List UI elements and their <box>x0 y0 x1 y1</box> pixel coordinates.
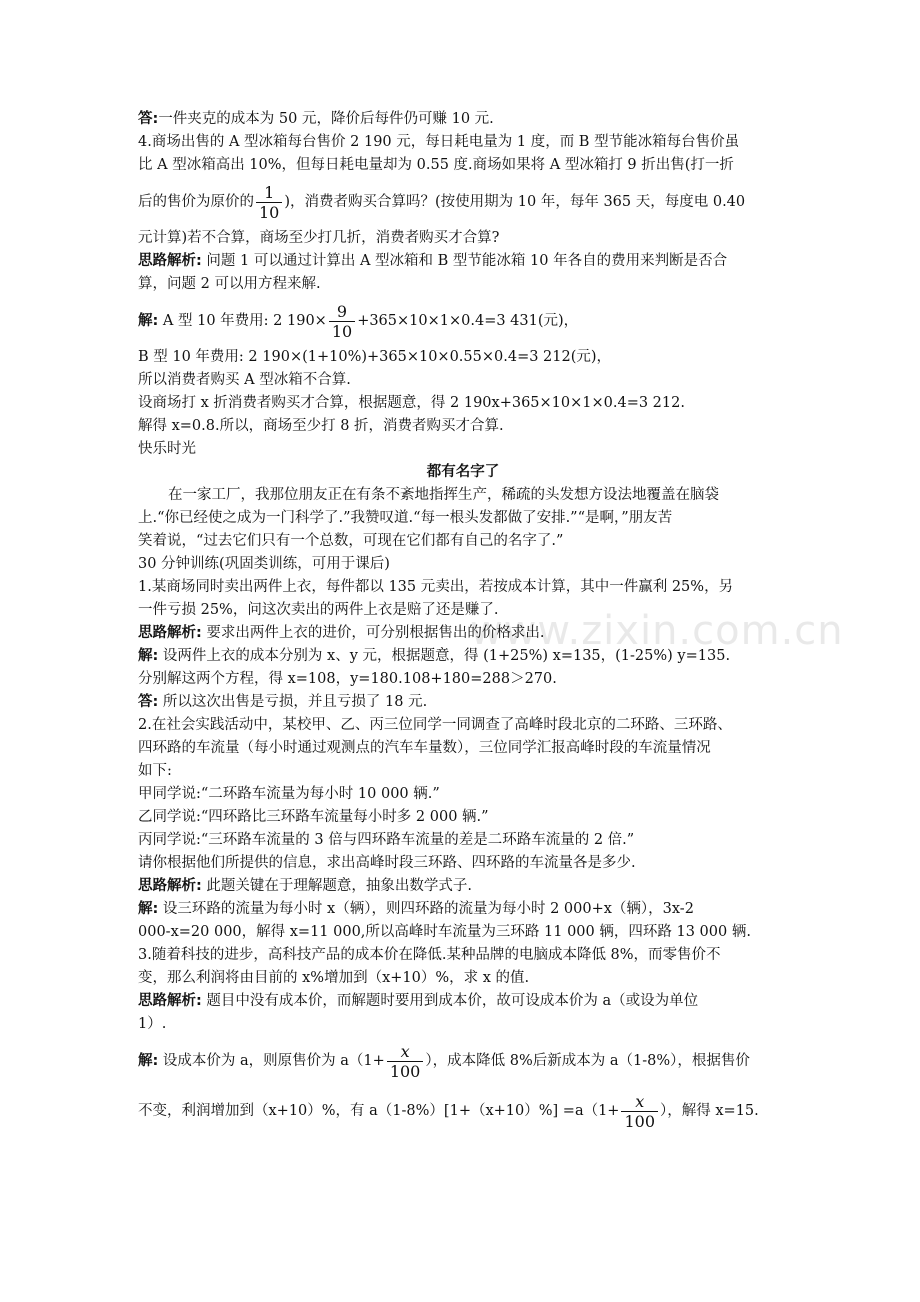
text: ），解得 x=15. <box>660 1103 759 1119</box>
analysis-label: 思路解析: <box>138 993 202 1009</box>
analysis-line <box>138 990 788 1013</box>
text: 不变，利润增加到（x+10）%，有 a（1-8%）[1+（x+10）%] =a（1+ <box>138 1103 620 1119</box>
answer-label: 答: <box>138 111 159 127</box>
denominator: 100 <box>621 1111 658 1131</box>
text: )，消费者购买合算吗？(按使用期为 10 年，每年 365 天，每度电 0.40 <box>284 194 746 210</box>
solution-line-3: 所以消费者购买 A 型冰箱不合算. <box>138 372 351 388</box>
solution-line <box>138 645 788 668</box>
solution-line-4: 设商场打 x 折消费者购买才合算，根据题意，得 2 190x+365×10×1×0.4=3 212. <box>138 395 685 411</box>
quote-bing: 丙同学说:“三环路车流量的 3 倍与四环路车流量的差是二环路车流量的 2 倍.” <box>138 832 635 848</box>
analysis-label: 思路解析: <box>138 253 202 269</box>
section-heading: 快乐时光 <box>138 441 196 457</box>
fraction <box>256 183 282 222</box>
solution-line-2: 000-x=20 000，解得 x=11 000,所以高峰时车流量为三环路 11 000 辆，四环路 13 000 辆. <box>138 924 751 940</box>
numerator: 9 <box>336 301 348 321</box>
solution-label: 解: <box>138 901 159 917</box>
problem-4-line-3 <box>138 177 788 227</box>
solution-label: 解: <box>138 648 159 664</box>
text: 后的售价为原价的 <box>138 194 254 210</box>
numerator: 1 <box>264 182 275 202</box>
text: 要求出两件上衣的进价，可分别根据售出的价格求出. <box>201 625 545 641</box>
watermark: www.zixin.com.cn <box>470 608 844 654</box>
quote-jia: 甲同学说:“二环路车流量为每小时 10 000 辆.” <box>138 786 440 802</box>
text: A 型 10 年费用: 2 190× <box>158 313 327 329</box>
analysis-line-2: 算，问题 2 可以用方程来解. <box>138 276 321 292</box>
text: 设三环路的流量为每小时 x（辆），则四环路的流量为每小时 2 000+x（辆），3x-2 <box>158 901 694 917</box>
analysis-line <box>138 622 788 645</box>
fraction <box>621 1092 658 1131</box>
problem-2-line-3: 如下: <box>138 763 172 779</box>
text: 一件夹克的成本为 50 元，降价后每件仍可赚 10 元. <box>158 111 494 127</box>
problem-2-question: 请你根据他们所提供的信息，求出高峰时段三环路、四环路的车流量各是多少. <box>138 855 636 871</box>
problem-1-line-1: 1.某商场同时卖出两件上衣，每件都以 135 元卖出，若按成本计算，其中一件赢利 25%，另 <box>138 579 734 595</box>
denominator: 10 <box>329 321 355 341</box>
numerator: x <box>635 1091 645 1111</box>
problem-3-line-1: 3.随着科技的进步，高科技产品的成本价在降低.某种品牌的电脑成本降低 8%，而零售价不 <box>138 947 721 963</box>
text: 设两件上衣的成本分别为 x、y 元，根据题意，得 (1+25%) x=135，(1-25%) y=135. <box>158 648 731 664</box>
analysis-line-2: 1）. <box>138 1016 167 1032</box>
analysis-line <box>138 875 788 898</box>
document-page <box>138 108 788 1136</box>
numerator: x <box>400 1041 410 1061</box>
solution-label: 解: <box>138 313 159 329</box>
problem-4-line-1: 4.商场出售的 A 型冰箱每台售价 2 190 元，每日耗电量为 1 度，而 B 型节能冰箱每台售价虽 <box>138 134 740 150</box>
answer-line <box>138 691 788 714</box>
story-line-2: 上.“你已经使之成为一门科学了.”我赞叹道.“每一根头发都做了安排.”“是啊，”朋友苦 <box>138 510 673 526</box>
quote-yi: 乙同学说:“四环路比三环路车流量每小时多 2 000 辆.” <box>138 809 489 825</box>
solution-line <box>138 296 788 346</box>
text: ），成本降低 8%后新成本为 a（1-8%），根据售价 <box>425 1053 750 1069</box>
story-title: 都有名字了 <box>426 464 500 480</box>
analysis-label: 思路解析: <box>138 625 202 641</box>
solution-line <box>138 1036 788 1086</box>
problem-2-line-1: 2.在社会实践活动中，某校甲、乙、丙三位同学一同调查了高峰时段北京的二环路、三环路、 <box>138 717 732 733</box>
problem-4-line-2: 比 A 型冰箱高出 10%，但每日耗电量却为 0.55 度.商场如果将 A 型冰箱打 9 折出售(打一折 <box>138 157 734 173</box>
fraction <box>329 302 355 341</box>
answer-label: 答: <box>138 694 159 710</box>
text: 题目中没有成本价，而解题时要用到成本价，故可设成本价为 a（或设为单位 <box>201 993 699 1009</box>
fraction <box>387 1042 424 1081</box>
text: 此题关键在于理解题意，抽象出数学式子. <box>201 878 473 894</box>
problem-4-line-4: 元计算)若不合算，商场至少打几折，消费者购买才合算? <box>138 230 500 246</box>
training-heading: 30 分钟训练(巩固类训练，可用于课后) <box>138 556 390 572</box>
problem-2-line-2: 四环路的车流量（每小时通过观测点的汽车车量数），三位同学汇报高峰时段的车流量情况 <box>138 740 711 756</box>
story-line-3: 笑着说，“过去它们只有一个总数，可现在它们都有自己的名字了.” <box>138 533 564 549</box>
solution-line-2: B 型 10 年费用: 2 190×(1+10%)+365×10×0.55×0.4=3 212(元)， <box>138 349 612 365</box>
text: 设成本价为 a，则原售价为 a（1+ <box>158 1053 385 1069</box>
denominator: 100 <box>387 1061 424 1081</box>
text: +365×10×1×0.4=3 431(元)， <box>357 313 579 329</box>
text: 问题 1 可以通过计算出 A 型冰箱和 B 型节能冰箱 10 年各自的费用来判断是否合 <box>201 253 728 269</box>
problem-1-line-2: 一件亏损 25%，问这次卖出的两件上衣是赔了还是赚了. <box>138 602 499 618</box>
analysis-line <box>138 250 788 273</box>
solution-line-2: 分别解这两个方程，得 x=108，y=180.108+180=288＞270. <box>138 671 557 687</box>
analysis-label: 思路解析: <box>138 878 202 894</box>
solution-line <box>138 898 788 921</box>
solution-label: 解: <box>138 1053 159 1069</box>
text: 所以这次出售是亏损，并且亏损了 18 元. <box>158 694 428 710</box>
answer-line <box>138 108 788 131</box>
solution-line-5: 解得 x=0.8.所以，商场至少打 8 折，消费者购买才合算. <box>138 418 504 434</box>
solution-line-2 <box>138 1086 788 1136</box>
denominator: 10 <box>256 202 282 222</box>
story-line-1: 在一家工厂，我那位朋友正在有条不紊地指挥生产，稀疏的头发想方设法地覆盖在脑袋 <box>168 487 719 503</box>
problem-3-line-2: 变，那么利润将由目前的 x%增加到（x+10）%，求 x 的值. <box>138 970 530 986</box>
